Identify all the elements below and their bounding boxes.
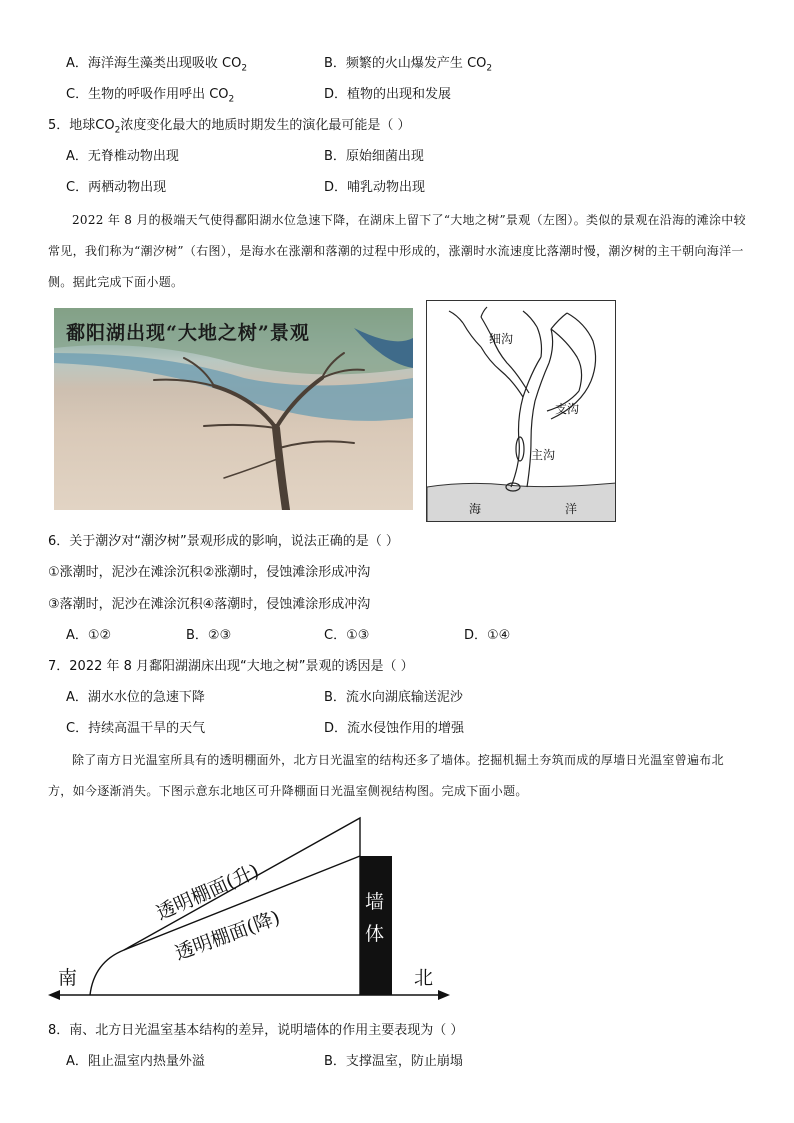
q6-option-b: B．②③: [186, 628, 232, 643]
q7-option-b: B．流水向湖底输送泥沙: [324, 690, 463, 705]
label-south: 南: [58, 967, 78, 989]
q5-options-row-1: [0, 145, 794, 169]
q5-option-b: B．原始细菌出现: [324, 149, 424, 164]
passage-1: 2022 年 8 月的极端天气使得鄱阳湖水位急速下降，在湖床上留下了“大地之树”景观（左图）。类似的景观在沿海的滩涂中较常见，我们称为“潮汐树”（右图），是海水在涨潮和落潮的过程中形成的，涨潮时水流速度比落潮时慢，潮汐树的主干朝向海洋一侧。据此完成下面小题。: [48, 213, 746, 289]
label-fine-gully: 细沟: [489, 332, 514, 346]
q7-option-c: C．持续高温干旱的天气: [66, 721, 206, 736]
q4-option-a: A．海洋海生藻类出现吸收 $CO_2$: [66, 56, 248, 74]
q5-options-row-2: [0, 176, 794, 200]
q7-options-row-1: [0, 686, 794, 710]
label-roof-up: 透明棚面(升): [153, 859, 263, 925]
q6-option-d: D．①④: [464, 628, 511, 643]
label-sea: 海: [469, 502, 482, 516]
poyang-lake-photo: [54, 308, 413, 510]
q6-option-c: C．①③: [324, 628, 370, 643]
q7-stem: 7．2022 年 8 月鄱阳湖湖床出现“大地之树”景观的诱因是（ ）: [48, 659, 414, 674]
q7-option-a: A．湖水水位的急速下降: [66, 690, 205, 705]
q4-option-b: B．频繁的火山爆发产生 $CO_2$: [324, 56, 493, 74]
label-north: 北: [414, 967, 434, 989]
q6-options-row: [0, 624, 794, 648]
q8-stem: 8．南、北方日光温室基本结构的差异，说明墙体的作用主要表现为（ ）: [48, 1023, 464, 1038]
photo-title: 鄱阳湖出现“大地之树”景观: [66, 322, 310, 344]
label-branch-gully: 支沟: [555, 402, 580, 416]
q5-option-c: C．两栖动物出现: [66, 180, 167, 195]
q4-options-row-1: [0, 52, 794, 76]
tidal-tree-sketch: [426, 300, 616, 522]
q6-statements-1: ①涨潮时，泥沙在滩涂沉积②涨潮时，侵蚀滩涂形成冲沟: [48, 565, 371, 580]
greenhouse-diagram: [44, 812, 454, 1004]
q8-option-b: B．支撑温室，防止崩塌: [324, 1054, 463, 1069]
tidal-tree-drawing: [427, 301, 616, 522]
label-main-gully: 主沟: [531, 448, 556, 462]
passage-2: 除了南方日光温室所具有的透明棚面外，北方日光温室的结构还多了墙体。挖掘机掘土夯筑而成的厚墙日光温室曾遍布北方，如今逐渐消失。下图示意东北地区可升降棚面日光温室侧视结构图。完成下面小题。: [48, 753, 724, 798]
q6-stem: 6．关于潮汐对“潮汐树”景观形成的影响，说法正确的是（ ）: [48, 534, 399, 549]
q5-stem: 5．地球$CO_2$浓度变化最大的地质时期发生的演化最可能是（ ）: [48, 118, 411, 136]
label-wall-2: 体: [365, 923, 385, 945]
q4-option-c: C．生物的呼吸作用呼出 $CO_2$: [66, 87, 235, 105]
q6-statements-2: ③落潮时，泥沙在滩涂沉积④落潮时，侵蚀滩涂形成冲沟: [48, 597, 371, 612]
q8-options-row-1: [0, 1050, 794, 1074]
label-wall-1: 墙: [365, 891, 385, 913]
q7-options-row-2: [0, 717, 794, 741]
q7-option-d: D．流水侵蚀作用的增强: [324, 721, 465, 736]
q6-option-a: A．①②: [66, 628, 112, 643]
label-ocean: 洋: [565, 502, 578, 516]
q4-option-d: D．植物的出现和发展: [324, 87, 452, 102]
q8-option-a: A．阻止温室内热量外溢: [66, 1054, 205, 1069]
q4-options-row-2: [0, 83, 794, 107]
q5-option-d: D．哺乳动物出现: [324, 180, 426, 195]
label-roof-down: 透明棚面(降): [172, 906, 283, 965]
q5-option-a: A．无脊椎动物出现: [66, 149, 179, 164]
